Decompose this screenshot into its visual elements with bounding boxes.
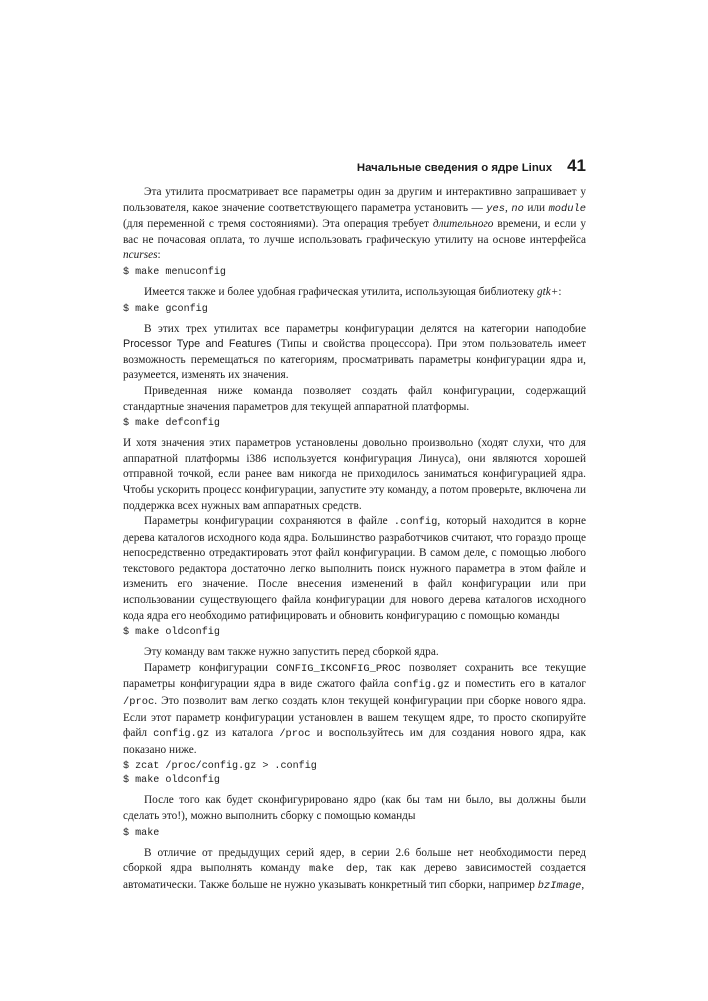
code-command: $ make oldconfig bbox=[123, 775, 220, 787]
code-command-inline: make dep bbox=[308, 863, 365, 876]
code-command: $ make menuconfig bbox=[123, 266, 226, 278]
code-command: $ zcat /proc/config.gz > .config bbox=[123, 761, 317, 773]
code-filename: config.gz bbox=[393, 679, 450, 692]
header-title: Начальные сведения о ядре Linux bbox=[356, 162, 553, 174]
code-yes: yes bbox=[486, 202, 506, 215]
code-module: module bbox=[548, 202, 586, 215]
paragraph: Эту команду вам также нужно запустить перед сборкой ядра. bbox=[144, 646, 439, 659]
code-filename: .config bbox=[393, 516, 438, 529]
paragraph: Эта утилита просматривает все параметры один за другим и интерактивно запрашивает у пользователя, какое значение соответствующего параметра установить — yes, no или module (для переменной с тремя состояниями). Эта операция требует длительного времени, и если у вас не почасовая оплата, то лучше использовать графическую утилиту на основе интерфейса ncurses: bbox=[123, 186, 587, 262]
paragraph: И хотя значения этих параметров установлены довольно произвольно (ходят слухи, что для аппаратной платформы i386 используется конфигурация Линуса), они являются хорошей отправной точкой, если ранее вам никогда не приходилось заниматься конфигурацией ядра. Чтобы ускорить процесс конфигурации, запустите эту команду, а потом проверьте, включена ли поддержка всех нужных вам аппаратных средств. bbox=[123, 437, 586, 512]
code-path: /proc bbox=[279, 728, 311, 741]
code-filename: config.gz bbox=[153, 728, 210, 741]
paragraph: Приведенная ниже команда позволяет создать файл конфигурации, содержащий стандартные значения параметров для текущей аппаратной платформы. bbox=[123, 384, 586, 413]
paragraph: В этих трех утилитах все параметры конфигурации делятся на категории наподобие Processor Type and Features (Типы и свойства процессора). При этом пользователь имеет возможность перемещаться по категориям, просматривать параметры конфигурации ядра и, разумеется, изменять их значения. bbox=[123, 322, 587, 382]
paragraph: Параметры конфигурации сохраняются в файле .config, который находится в корне дерева каталогов исходного кода ядра. Большинство разработчиков считают, что гораздо проще непосредственно отредактировать этот файл конфигурации. В самом деле, с помощью любого текстового редактора достаточно легко выполнить поиск нужного параметра в этом файле и изменить его значение. После внесения изменений в файл конфигурации или при использовании существующего файла конфигурации для нового дерева каталогов исходного кода ядра его необходимо ратифицировать и обновить конфигурацию с помощью команды bbox=[123, 515, 586, 622]
code-command: $ make oldconfig bbox=[123, 627, 220, 639]
emphasis: gtk+ bbox=[536, 285, 559, 298]
paragraph: Имеется также и более удобная графическая утилита, использующая библиотеку gtk+: bbox=[144, 285, 562, 298]
paragraph: После того как будет сконфигурировано ядро (как бы там ни было, вы должны были сделать это!), можно выполнить сборку с помощью команды bbox=[123, 794, 586, 822]
code-command: $ make gconfig bbox=[123, 303, 208, 315]
emphasis: ncurses bbox=[123, 249, 158, 262]
code-no: no bbox=[511, 202, 524, 215]
running-header bbox=[123, 156, 586, 178]
paragraph: Параметр конфигурации CONFIG_IKCONFIG_PROC позволяет сохранить все текущие параметры конфигурации ядра в виде сжатого файла config.gz и поместить его в каталог /proc. Это позволит вам легко создать клон текущей конфигурации при сборке нового ядра. Если этот параметр конфигурации установлен в вашем текущем ядре, то просто скопируйте файл config.gz из каталога /proc и воспользуйтесь им для создания нового ядра, как показано ниже. bbox=[123, 661, 586, 756]
menu-category: Processor Type and Features bbox=[123, 338, 272, 351]
page-number: 41 bbox=[567, 156, 586, 175]
code-option: CONFIG_IKCONFIG_PROC bbox=[276, 662, 401, 675]
paragraph: В отличие от предыдущих серий ядер, в серии 2.6 больше нет необходимости перед сборкой ядра выполнять команду make dep, так как дерево зависимостей создается автоматически. Также больше не нужно указывать конкретный тип сборки, например bzImage, bbox=[123, 846, 586, 892]
code-command: $ make defconfig bbox=[123, 418, 220, 430]
code-path: /proc bbox=[123, 696, 155, 709]
code-target: bzImage bbox=[537, 879, 582, 892]
book-page bbox=[123, 156, 586, 894]
code-command: $ make bbox=[123, 827, 160, 839]
emphasis: длительного bbox=[432, 218, 494, 231]
